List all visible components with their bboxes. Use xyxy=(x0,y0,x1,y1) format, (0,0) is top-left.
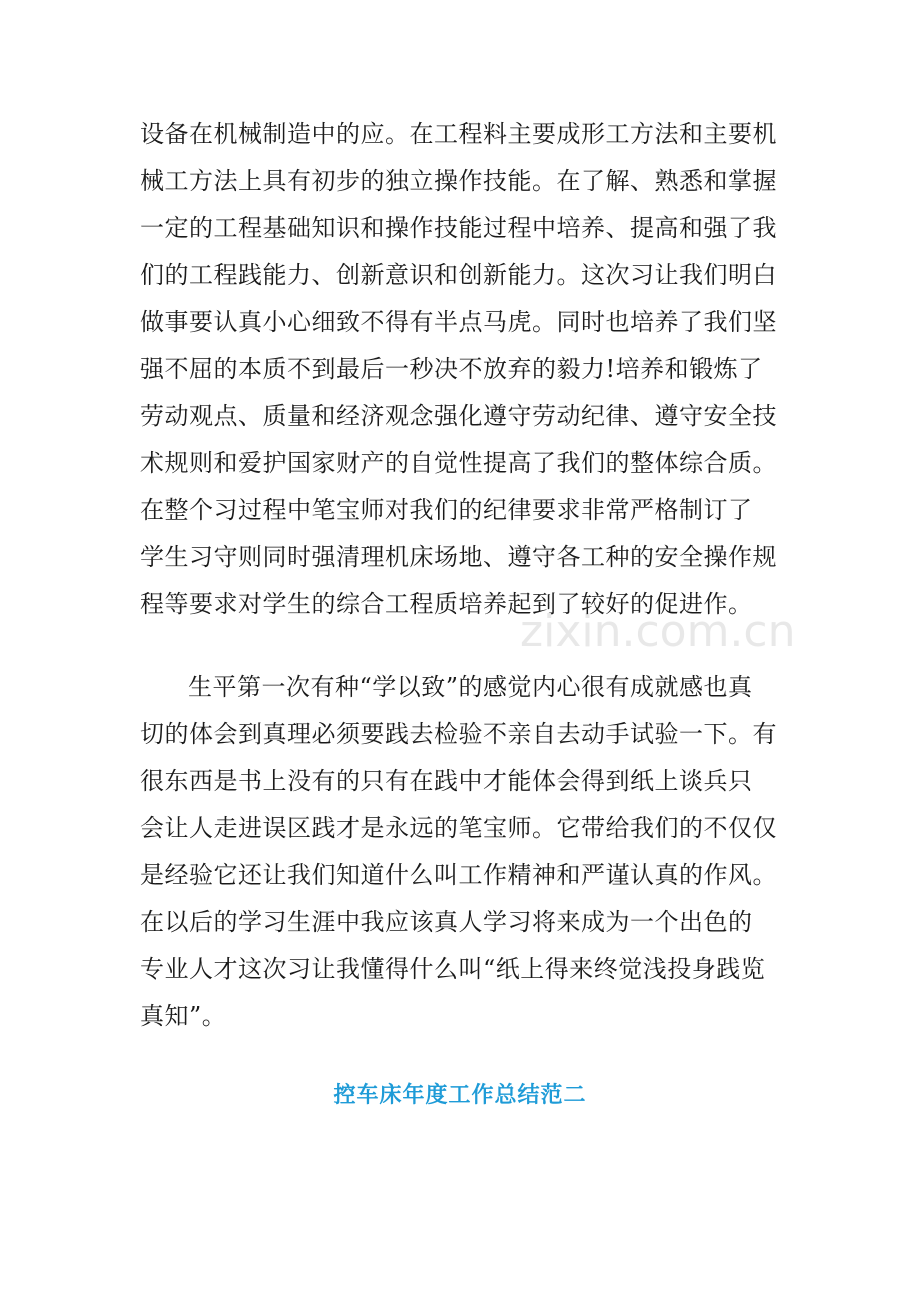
watermark: zixin.com.cn xyxy=(520,606,796,657)
paragraph-2-line: 专业人才这次习让我懂得什么叫“纸上得来终觉浅投身践览 xyxy=(140,955,766,983)
paragraph-2-line: 真知”。 xyxy=(140,1002,227,1030)
paragraph-2-line: 是经验它还让我们知道什么叫工作精神和严谨认真的作风。 xyxy=(140,861,777,889)
paragraph-1-line: 程等要求对学生的综合工程质培养起到了较好的促进作。 xyxy=(140,590,753,618)
paragraph-1-line: 一定的工程基础知识和操作技能过程中培养、提高和强了我 xyxy=(140,214,777,242)
paragraph-2-line: 生平第一次有种“学以致”的感觉内心很有成就感也真 xyxy=(188,673,753,701)
paragraph-1-line: 设备在机械制造中的应。在工程料主要成形工方法和主要机 xyxy=(140,120,777,148)
paragraph-1-line: 学生习守则同时强清理机床场地、遵守各工种的安全操作规 xyxy=(140,543,777,571)
paragraph-2-line: 很东西是书上没有的只有在践中才能体会得到纸上谈兵只 xyxy=(140,767,753,795)
paragraph-1-line: 做事要认真小心细致不得有半点马虎。同时也培养了我们坚 xyxy=(140,308,777,336)
paragraph-1-line: 强不屈的本质不到最后一秒决不放弃的毅力!培养和锻炼了 xyxy=(140,355,763,383)
paragraph-1-line: 劳动观点、质量和经济观念强化遵守劳动纪律、遵守安全技 xyxy=(140,402,777,430)
paragraph-2-line: 会让人走进误区践才是永远的笔宝师。它带给我们的不仅仅 xyxy=(140,814,777,842)
paragraph-1-line: 术规则和爱护国家财产的自觉性提高了我们的整体综合质。 xyxy=(140,449,777,477)
paragraph-1-line: 械工方法上具有初步的独立操作技能。在了解、熟悉和掌握 xyxy=(140,167,777,195)
paragraph-1-line: 们的工程践能力、创新意识和创新能力。这次习让我们明白 xyxy=(140,261,777,289)
paragraph-2-line: 在以后的学习生涯中我应该真人学习将来成为一个出色的 xyxy=(140,908,753,936)
paragraph-2-line: 切的体会到真理必须要践去检验不亲自去动手试验一下。有 xyxy=(140,720,777,748)
section-heading: 控车床年度工作总结范二 xyxy=(333,1083,587,1108)
paragraph-1-line: 在整个习过程中笔宝师对我们的纪律要求非常严格制订了 xyxy=(140,496,753,524)
